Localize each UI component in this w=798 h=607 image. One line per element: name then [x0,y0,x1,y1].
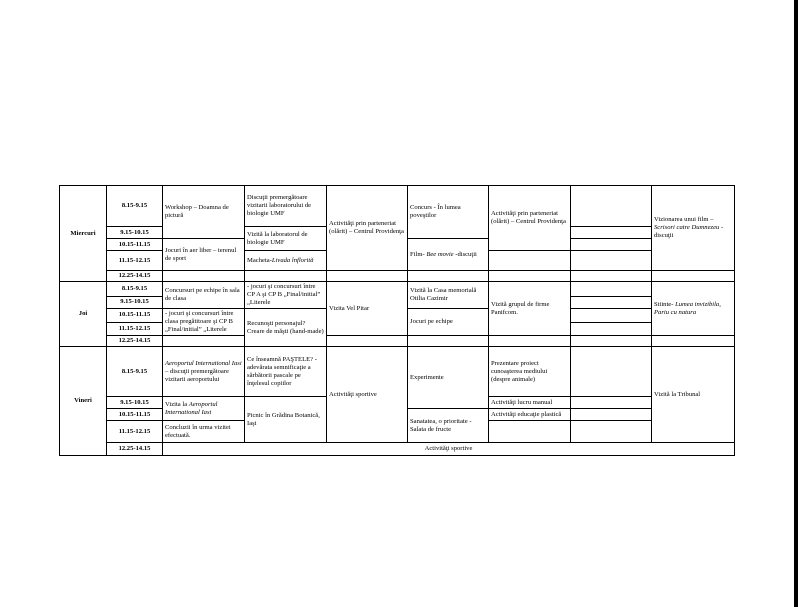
cell-recunosti-personajul: Recunoşti personajul? Creare de măşti (hand-made) [245,309,327,347]
time-slot: 12.25-14.15 [107,271,163,282]
vizita-aeroport-name: Aeroportul International Iasi [165,400,218,416]
cell-experimente: Experimente [408,347,489,409]
cell-jocuri-concursuri-clasa: - jocuri şi concursuri între clasa pregătitoare şi CP B „Final/initial” „Literele [163,309,245,336]
time-slot: 12.25-14.15 [107,336,163,347]
cell-empty [571,296,652,308]
vizionare-suffix: - discuţii [654,224,724,239]
cell-macheta [245,251,327,271]
film-suffix: -discuţii [453,250,477,258]
cell-aeroport-discutii [163,347,245,397]
cell-empty [571,322,652,336]
cell-educatie-plastica: Activităţi educaţie plastică [489,409,571,421]
cell-vizita-vel-pitar: Vizita Vel Pitar [327,282,408,336]
time-slot: 9.15-10.15 [107,227,163,239]
cell-concluzii: Concluzii în urma vizitei efectuată. [163,421,245,443]
cell-vizita-umf: Vizită la laboratorul de biologie UMF [245,227,327,251]
cell-activitati-sportive-all: Activităţi sportive [163,443,735,456]
cell-empty [571,282,652,297]
cell-empty [408,271,489,282]
macheta-prefix: Macheta- [247,256,272,264]
vizionare-title: Scrisori catre Dumnezeu [654,224,720,231]
cell-empty [489,336,571,347]
cell-empty [163,336,245,347]
cell-vizita-tribunal: Vizită la Tribunal [652,347,735,443]
film-title: Bee movie [426,250,454,258]
cell-stiinte [652,282,735,336]
cell-discutii-umf: Discuţii premergătoare vizitarii laboratorului de biologie UMF [245,186,327,227]
time-slot: 11.15-12.15 [107,421,163,443]
cell-sanatatea: Sanatatea, o prioritate - Salata de fructe [408,409,489,443]
time-slot: 8.15-9.15 [107,347,163,397]
table-row [60,186,735,227]
cell-picnic: Picnic în Grădina Botanică, Iaşi [245,397,327,443]
cell-empty [408,336,489,347]
cell-empty [163,271,245,282]
cell-empty [652,271,735,282]
time-slot: 8.15-9.15 [107,186,163,227]
time-slot: 10.15-11.15 [107,309,163,323]
day-label-miercuri: Miercuri [60,186,107,282]
cell-empty [571,397,652,409]
time-slot: 8.15-9.15 [107,282,163,297]
time-slot: 12.25-14.15 [107,443,163,456]
time-slot: 10.15-11.15 [107,409,163,421]
time-slot: 9.15-10.15 [107,296,163,308]
stiinte-title: Lumea invizibila, Pariu cu natura [654,300,721,316]
stiinte-prefix: Stiinte- [654,300,676,308]
film-prefix: Film- [410,250,427,258]
cell-concursuri-echipe: Concursuri pe echipe în sala de clasa [163,282,245,309]
macheta-title: Livada înflorită [271,256,314,264]
cell-empty [327,336,408,347]
time-slot: 10.15-11.15 [107,239,163,251]
time-slot: 11.15-12.15 [107,251,163,271]
table-row [60,271,735,282]
cell-empty [571,409,652,421]
cell-parteneriat-olarit-2: Activităţi prin parteneriat (olărit) – Centrul Providenţa [489,186,571,251]
cell-empty [571,347,652,397]
cell-empty [571,271,652,282]
cell-empty [571,239,652,251]
table-row [60,347,735,397]
cell-empty [327,271,408,282]
cell-vizionare-film [652,186,735,271]
cell-vizita-panifcom: Vizită grupul de firme Panifcom. [489,282,571,336]
vizionare-prefix: Vizionarea unui film – [654,216,714,223]
cell-empty [489,271,571,282]
cell-empty [652,336,735,347]
cell-empty [571,421,652,443]
cell-lucru-manual: Activităţi lucru manual [489,397,571,409]
table-row [60,282,735,297]
cell-empty [489,421,571,443]
day-label-vineri: Vineri [60,347,107,456]
vizita-aeroport-prefix: Vizita la [165,400,189,408]
cell-empty [571,227,652,239]
cell-concurs-povesti: Concurs - În lumea poveştilor [408,186,489,239]
table-row [60,336,735,347]
cell-empty [489,251,571,271]
time-slot: 9.15-10.15 [107,397,163,409]
aeroport-suffix: – discuţii premergătoare vizitarii aeroportului [165,367,229,383]
page-right-edge [794,0,798,607]
cell-activitati-sportive: Activităţi sportive [327,347,408,443]
aeroport-name: Aeroportul International Iasi [165,359,242,367]
cell-empty [571,309,652,323]
cell-vizita-aeroport [163,397,245,421]
cell-workshop: Workshop – Doamna de pictură [163,186,245,239]
cell-vizita-casa-memoriala: Vizită la Casa memorială Otilia Cazimir [408,282,489,309]
cell-empty [571,186,652,227]
cell-jocuri-concursuri-cp: - jocuri şi concursuri între CP A şi CP B „Final/initial” „Literele [245,282,327,309]
cell-pastele: Ce înseamnă PAŞTELE? - adevărata semnificaţie a sărbătorii pascale pe înţelesul copiilor [245,347,327,397]
time-slot: 11.15-12.15 [107,322,163,336]
cell-empty [571,251,652,271]
cell-parteneriat-olarit: Activităţi prin parteneriat (olărit) – Centrul Providenţa [327,186,408,271]
table-row [60,443,735,456]
cell-prezentare-proiect: Prezentare proiect cunoaşterea mediului (despre animale) [489,347,571,397]
cell-film-bee-movie [408,239,489,271]
cell-jocuri-pe-echipe: Jocuri pe echipe [408,309,489,336]
cell-empty [571,336,652,347]
weekly-schedule-table [59,185,735,456]
cell-jocuri-aer-liber: Jocuri în aer liber – terenul de sport [163,239,245,271]
day-label-joi: Joi [60,282,107,347]
cell-empty [245,271,327,282]
